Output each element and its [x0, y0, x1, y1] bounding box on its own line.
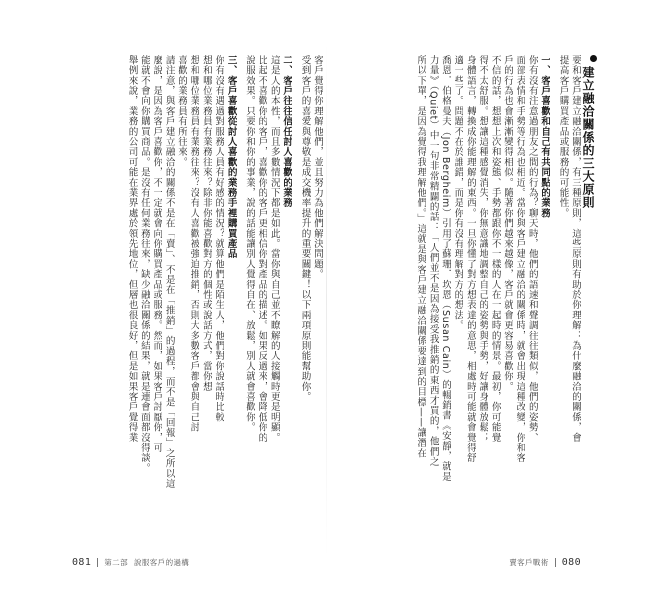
left-page — [78, 55, 323, 540]
section-heading: 三、客戶喜歡從討人喜歡的業務手裡購買產品 — [225, 55, 237, 259]
right-page-footer — [509, 556, 581, 568]
section-heading: 一、客戶喜歡和自己有共同點的業務 — [539, 55, 551, 219]
text-column: 舉例來說，業務的公司可能在業界處於領先地位，但層也很良好，但是如果客戶覺得業 — [126, 55, 138, 443]
text-column: 麼說，是因為客戶喜歡你，不一定就會向你購買產品或服務。然而，如果客戶討厭你，可 — [151, 55, 163, 453]
text-column: 要和客戶建立融洽關係，有三種原則，這些原則有助於你理解：為什麼融洽的關係，會 — [570, 55, 581, 443]
text-column: 不信的話，想想上次和姿態、手勢都跟你不一樣的人在一起時的情景。最初，你可能覺 — [489, 55, 501, 443]
chapter-title-text: 建立融洽關係的三大原則 — [581, 66, 595, 209]
chapter-title — [581, 55, 597, 540]
text-column: 適一些了。問題不在於誰錯，而是你有沒有理解對方的想法。 — [452, 55, 464, 331]
page-number: 081 — [72, 556, 92, 568]
section-heading: 二、客戶往往信任討人喜歡的業務 — [281, 55, 293, 208]
left-page-footer — [72, 556, 189, 568]
left-page-columns — [125, 55, 323, 540]
text-column: 請注意，與客戶建立融洽的關係不是在「賣」、不是在「推銷」的過程，而不是「回報」之所以這 — [163, 55, 175, 489]
page-gutter — [326, 40, 327, 560]
right-page — [335, 55, 597, 540]
text-column: 客戶覺得你理解他們，並且努力為他們解決問題。 — [312, 55, 323, 280]
text-column: 受到客戶的喜愛與尊敬是成交機率提升的重要關鍵！以下兩項原則能幫助你。 — [299, 55, 311, 402]
footer-divider — [97, 558, 98, 567]
footer-part: 第二部 — [104, 557, 128, 567]
text-column: 戶的行為也會漸漸變得相似。隨著你們越來越像，客戶就會更容易喜歡你。 — [502, 55, 514, 392]
text-column: 提高客戶購買產品或服務的可能性。 — [557, 55, 569, 219]
text-column: 能就不會向你購買商品。是沒有任何業務往來，缺少融洽關係的結果，就是連會面都沒得談。 — [138, 55, 150, 474]
text-column: 力量》（Quiet）中一句非常精闢的話：「人們並不是因為接受我推銷的東西才買的，他們之 — [427, 55, 439, 467]
text-column: 喬恩．伯格曼夫（Jon Bergheim）引用了蘇珊．坎恩（Susan Cain）的暢銷書《安靜，就是 — [440, 55, 452, 482]
text-column: 面部表情和手勢等行為也相近。當你與客戶建立融洽的關係時，就會出現這種改變，你和客 — [514, 55, 526, 463]
right-page-columns — [414, 55, 597, 540]
footer-divider — [555, 558, 556, 567]
text-column: 身體語言，轉換成你能理解的東西。一旦你懂了對方想表達的意思，相處時可能就會覺得舒 — [464, 55, 476, 463]
text-column: 得不太舒服。想讓這種感覺消失，你無意識地調整自己的姿勢與手勢，好讓身體放鬆； — [477, 55, 489, 443]
text-column: 說服效果。只要你和你的事業，說的話能讓別人覺得自在、放鬆，別人就會喜歡你。 — [244, 55, 256, 433]
text-column: 所以下單，是因為覺得我理解他們。」這就是與客戶建立融洽關係要達到的目標——讓潛在 — [415, 55, 427, 459]
page-number: 080 — [561, 556, 581, 568]
text-column: 想和哪位業務員有業務往來？除非你能喜歡對方的個性或說話方式，當你想 — [200, 55, 212, 392]
footer-section: 賣客戶戰術 — [509, 557, 549, 567]
text-column: 你有沒有遇過對服務人員有好感的情況？就算他們是陌生人，他們對你說話時比較 — [213, 55, 225, 423]
bullet-icon — [590, 55, 597, 62]
text-column: 比起不喜歡你的客戶，喜歡你的客戶更相信你對產品的描述。如果反過來，會降低你的 — [256, 55, 268, 443]
text-column: 想和哪位業務員有業務往來？沒有人喜歡被強迫推銷，否則大多數客戶都會與自己討 — [188, 55, 200, 433]
text-column: 你有沒有注意過朋友之間的行為？聊天時，他們的語速和聲調往往類似，他們的姿勢、 — [526, 55, 538, 443]
footer-part-title: 說服客戶的過構 — [133, 557, 190, 567]
text-column: 喜歡的業務員有所往來。 — [176, 55, 188, 168]
text-column: 這是人的本性，而且多數情況下都是如此。當你與自己並不瞭解的人接觸時更是明顯。 — [268, 55, 280, 443]
